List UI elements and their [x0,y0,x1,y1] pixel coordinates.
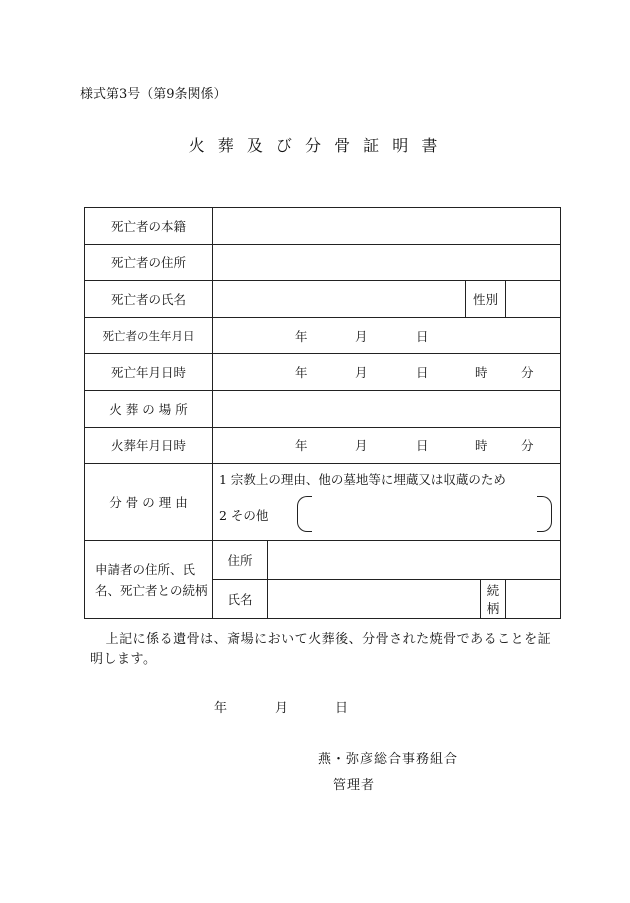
field-honseki[interactable] [213,208,561,245]
reason-option-2-label: 2 その他 [219,508,269,524]
unit-day: 日 [416,328,429,344]
unit-year: 年 [295,438,308,454]
unit-day: 日 [416,438,429,454]
row-cremation-datetime [85,427,561,464]
unit-hour: 時 [475,365,488,381]
row-cremation-place [85,390,561,427]
field-cremation-datetime[interactable] [213,427,561,464]
row-reason [85,464,561,541]
label-applicant-address: 住所 [213,541,268,580]
label-applicant: 申請者の住所、氏名、死亡者との続柄 [85,541,213,619]
label-relation: 続柄 [481,580,506,619]
unit-year: 年 [295,328,308,344]
label-address: 死亡者の住所 [85,244,213,281]
unit-month: 月 [355,438,368,454]
row-honseki [85,208,561,245]
field-cremation-place[interactable] [213,390,561,427]
date-year: 年 [214,701,228,716]
row-name [85,281,561,318]
certificate-table [84,207,561,619]
issuer-role: 管理者 [333,778,376,793]
field-reason [213,464,561,541]
unit-minute: 分 [521,365,534,381]
document-title: 火 葬 及 び 分 骨 証 明 書 [188,136,442,155]
close-paren [537,496,552,532]
label-applicant-name: 氏名 [213,580,268,619]
row-applicant-address [85,541,561,580]
field-applicant-name[interactable] [268,580,481,619]
unit-day: 日 [416,365,429,381]
field-applicant-address[interactable] [268,541,561,580]
unit-year: 年 [295,365,308,381]
field-name[interactable] [213,281,466,318]
label-cremation-datetime: 火葬年月日時 [85,427,213,464]
unit-month: 月 [355,365,368,381]
label-cremation-place: 火 葬 の 場 所 [85,390,213,427]
field-address[interactable] [213,244,561,281]
field-death-datetime[interactable] [213,354,561,391]
label-reason: 分 骨 の 理 由 [85,464,213,541]
label-honseki: 死亡者の本籍 [85,208,213,245]
label-birth: 死亡者の生年月日 [85,317,213,354]
label-sex: 性別 [466,281,506,318]
row-birth [85,317,561,354]
label-name: 死亡者の氏名 [85,281,213,318]
unit-hour: 時 [475,438,488,454]
unit-minute: 分 [521,438,534,454]
issuer-organization: 燕・弥彦総合事務組合 [318,752,459,767]
form-number: 様式第3号（第9条関係） [80,87,227,102]
reason-option-2[interactable] [213,492,560,534]
certification-statement: 上記に係る遺骨は、斎場において火葬後、分骨された焼骨であることを証明します。 [90,632,552,667]
field-birth[interactable] [213,317,561,354]
reason-option-1[interactable]: 1 宗教上の理由、他の墓地等に埋蔵又は収蔵のため [219,472,506,488]
field-sex[interactable] [506,281,561,318]
row-address [85,244,561,281]
date-day: 日 [335,701,349,716]
date-month: 月 [275,701,289,716]
open-paren [297,496,312,532]
field-relation[interactable] [506,580,561,619]
label-death-datetime: 死亡年月日時 [85,354,213,391]
unit-month: 月 [355,328,368,344]
row-death-datetime [85,354,561,391]
